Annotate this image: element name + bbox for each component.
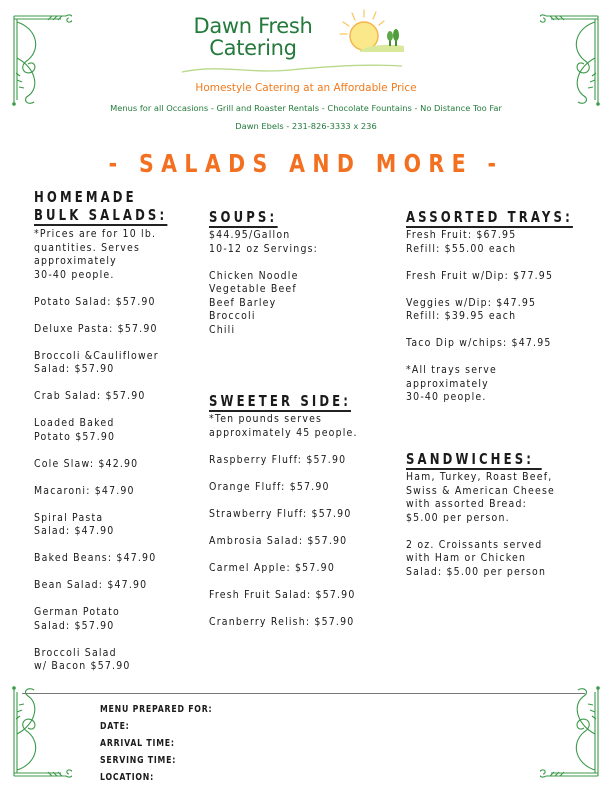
soup-item: Broccoli <box>209 311 256 322</box>
corner-ornament-bottom-left <box>6 684 72 784</box>
services-line: Menus for all Occasions - Grill and Roaster Rentals - Chocolate Fountains - No Distance Too Far <box>110 103 502 113</box>
tagline: Homestyle Catering at an Affordable Price <box>195 82 417 94</box>
sandwiches-section <box>406 449 606 579</box>
menu-prepared-for-label: MENU PREPARED FOR: <box>100 704 213 715</box>
serving-time-label: SERVING TIME: <box>100 755 177 766</box>
menu-item: Crab Salad: $57.90 <box>34 391 146 402</box>
menu-item: Baked Beans: $47.90 <box>34 553 157 564</box>
menu-item: Potato Salad: $57.90 <box>34 296 156 308</box>
heading-line-1: HOMEMADE <box>34 188 137 206</box>
menu-item: Ambrosia Salad: $57.90 <box>209 535 348 547</box>
section-heading: ASSORTED TRAYS: <box>406 208 573 226</box>
menu-item: Cranberry Relish: $57.90 <box>209 616 355 628</box>
trays-note: *All trays serve approximately 30-40 people. <box>406 365 497 403</box>
menu-item: Deluxe Pasta: $57.90 <box>34 323 158 335</box>
menu-item: Fresh Fruit Salad: $57.90 <box>209 589 356 601</box>
soup-item: Chili <box>209 324 236 336</box>
arrival-time-label: ARRIVAL TIME: <box>100 738 175 749</box>
vine-ornament-icon <box>6 684 72 784</box>
soup-price: $44.95/Gallon <box>209 230 291 241</box>
footer-form-labels <box>100 701 244 786</box>
menu-item: 2 oz. Croissants served with Ham or Chicken Salad: $5.00 per person <box>406 539 547 578</box>
menu-item: Orange Fluff: $57.90 <box>209 481 330 493</box>
bulk-salads-section <box>34 188 204 674</box>
soup-item: Vegetable Beef <box>209 284 297 295</box>
vine-ornament-icon <box>540 684 606 784</box>
menu-item: Raspberry Fluff: $57.90 <box>209 454 347 466</box>
menu-item: Loaded Baked Potato $57.90 <box>34 418 116 443</box>
menu-item: Carmel Apple: $57.90 <box>209 562 335 574</box>
menu-item: Taco Dip w/chips: $47.95 <box>406 338 552 349</box>
soups-section <box>209 207 399 337</box>
location-label: LOCATION: <box>100 772 155 783</box>
logo-line-2: Catering <box>209 36 297 60</box>
corner-ornament-bottom-right <box>540 684 606 784</box>
menu-item: Bean Salad: $47.90 <box>34 580 148 591</box>
section-heading: SANDWICHES: <box>406 450 542 468</box>
section-heading: SWEETER SIDE: <box>209 392 352 410</box>
menu-item: Macaroni: $47.90 <box>34 485 135 497</box>
menu-item: Veggies w/Dip: $47.95 Refill: $39.95 each <box>406 297 537 322</box>
heading-line-2: BULK SALADS: <box>34 206 168 224</box>
sweeter-side-section: SWEETER SIDE: *Ten pounds serves approximately 45 people. Raspberry Fluff: $57.90 Orange Fluff: $57.90 Strawberry Fluff: $57.90 Ambrosia Salad: $57.90 Carmel Apple: $57.90 Fresh Fruit Salad: $57.90 Cranberry Relish: $57.90 <box>209 391 399 629</box>
logo-swoosh-decoration <box>180 62 405 76</box>
soup-servings: 10-12 oz Servings: <box>209 243 319 255</box>
section-heading <box>34 188 167 224</box>
menu-item: Cole Slaw: $42.90 <box>34 458 139 470</box>
menu-item: Fresh Fruit: $67.95 Refill: $55.00 each <box>406 230 517 255</box>
logo-text <box>178 15 328 59</box>
soup-item: Chicken Noodle <box>209 270 299 282</box>
assorted-trays-section <box>406 207 606 405</box>
page-title: - SALADS AND MORE - <box>108 149 504 178</box>
section-heading: SOUPS: <box>209 208 278 226</box>
menu-item: Spiral Pasta Salad: $47.90 <box>34 512 115 537</box>
menu-item: German Potato Salad: $57.90 <box>34 607 120 632</box>
menu-item: Strawberry Fluff: $57.90 <box>209 508 352 520</box>
menu-item: Broccoli &Cauliflower Salad: $57.90 <box>34 350 159 375</box>
footer-divider <box>22 693 585 694</box>
bulk-salads-note: *Prices are for 10 lb. quantities. Serves approximately 30-40 people. Potato Salad: $57.90 Deluxe Pasta: $57.90 Broccoli &Cauliflower Salad: $57.90 Crab Salad: $57.90 Loaded Baked Potato $57.90 Cole Slaw: $42.90 Macaroni: $47.90 Spiral Pasta Salad: $47.90 Baked Beans: $47.90 Bean Salad: $47.90 German Potato Salad: $57.90 Broccoli Salad w/ Bacon $57.90 <box>34 228 190 674</box>
sun-icon <box>334 8 406 56</box>
soup-item: Beef Barley <box>209 297 277 309</box>
logo-line-1: Dawn Fresh <box>193 14 313 38</box>
menu-item: Broccoli Salad w/ Bacon $57.90 <box>34 647 131 672</box>
menu-item: Ham, Turkey, Roast Beef, Swiss & American Cheese with assorted Bread: $5.00 per person. <box>406 472 556 524</box>
contact-line: Dawn Ebels - 231-826-3333 x 236 <box>235 121 377 131</box>
date-label: DATE: <box>100 721 130 732</box>
menu-item: Fresh Fruit w/Dip: $77.95 <box>406 270 554 282</box>
